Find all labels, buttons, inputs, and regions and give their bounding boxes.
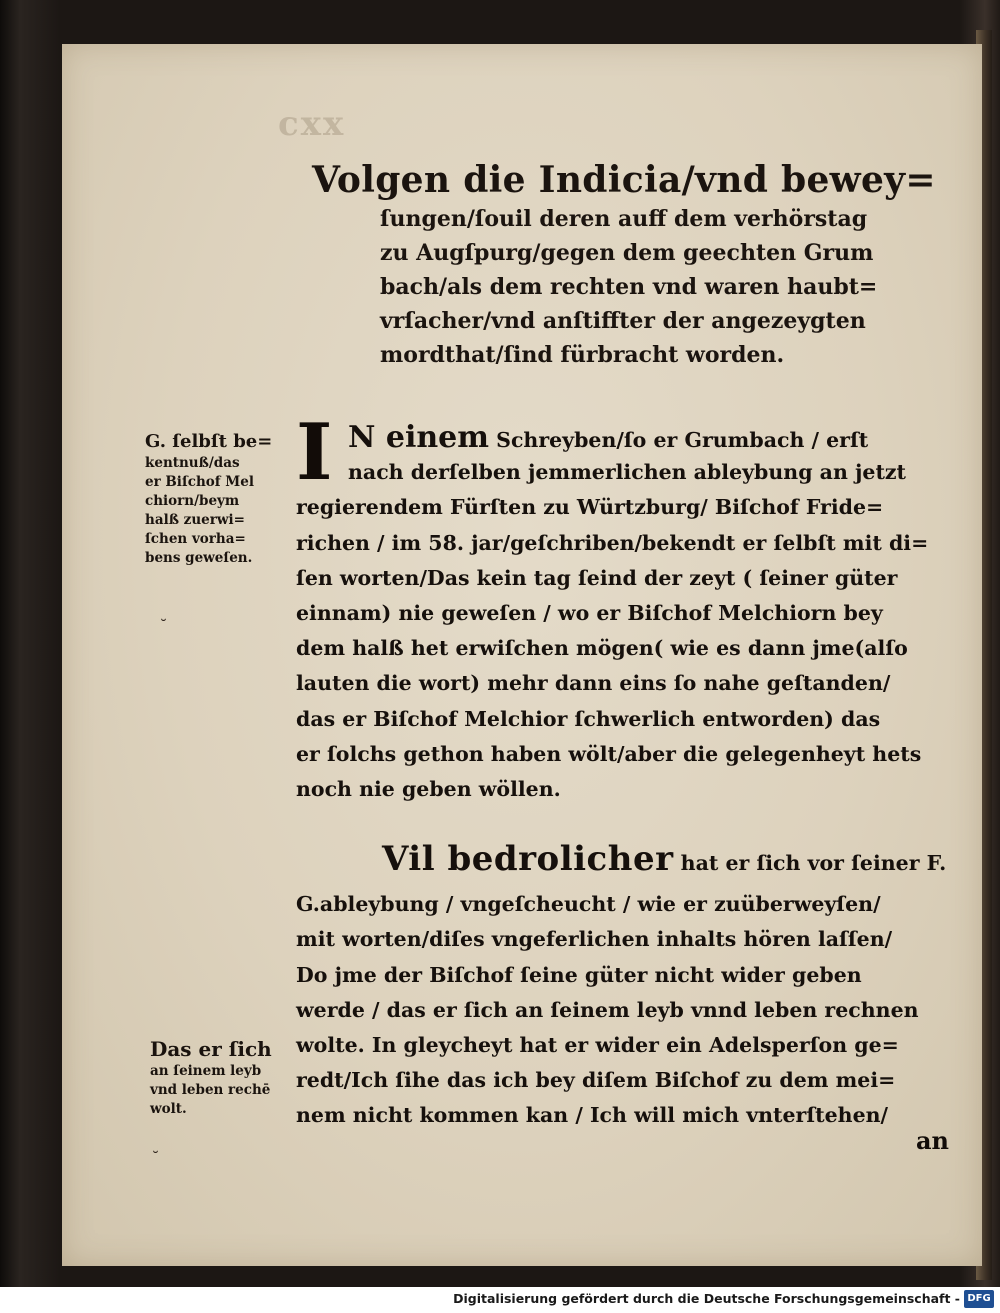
paragraph-line: nach derſelben jemmerlichen ableybung an jetzt (348, 460, 907, 485)
heading-line: zu Augſpurg/gegen dem geechten Grum (380, 240, 874, 266)
paragraph-line-text: Schreyben/ſo er Grumbach / erſt (496, 428, 869, 452)
paragraph-line: noch nie geben wöllen. (296, 776, 561, 801)
paragraph-opening-words: Vil bedrolicher (382, 839, 674, 879)
paragraph-1 (296, 420, 956, 807)
heading-line: ſungen/ſouil deren auff dem verhörstag (380, 206, 868, 232)
paragraph-line: einnam) nie geweſen / wo er Biſchof Melchiorn bey (296, 600, 883, 625)
margin-note-line: ſchen vorha= (145, 531, 246, 547)
margin-note-line: chiorn/beym (145, 493, 240, 509)
folio-number: cxx (278, 104, 346, 144)
paragraph-line: er ſolchs gethon haben wölt/aber die gelegenheyt hets (296, 741, 922, 766)
heading-line: mordthat/ſind fürbracht worden. (380, 342, 785, 368)
paragraph-2 (296, 839, 956, 1134)
margin-note-first-line: G. ſelbſt be= (145, 431, 273, 452)
heading-first-line: Volgen die Indicia/vnd bewey= (312, 159, 936, 201)
paragraph-line: dem halß het erwiſchen mögen( wie es dann jme(alſo (296, 636, 908, 661)
paragraph-line (296, 839, 956, 879)
margin-note-line: bens geweſen. (145, 550, 253, 566)
paragraph-line-text: hat er ſich vor ſeiner F. (680, 851, 947, 875)
margin-note (150, 1036, 298, 1119)
margin-note-line: vnd leben rechē (150, 1082, 271, 1098)
paragraph-line: regierendem Fürſten zu Würtzburg/ Biſchof Fride= (296, 495, 884, 520)
paragraph-opening-words: N einem (348, 420, 489, 455)
paragraph-line: G.ableybung / vngeſcheucht / wie er zuüberweyſen/ (296, 892, 881, 917)
catchword: an (916, 1126, 949, 1155)
paragraph-line: das er Biſchof Melchior ſchwerlich entworden) das (296, 706, 881, 731)
paragraph-line: ſen worten/Das kein tag ſeind der zeyt ( ſeiner güter (296, 565, 898, 590)
paragraph-line: lauten die wort) mehr dann eins ſo nahe geſtanden/ (296, 671, 891, 696)
page-heading (312, 158, 936, 372)
margin-note-first-line: Das er ſich (150, 1037, 272, 1061)
paragraph-line: werde / das er ſich an ſeinem leyb vnnd leben rechnen (296, 997, 919, 1022)
heading-line: vrſacher/vnd anſtiffter der angezeygten (380, 308, 866, 334)
drop-cap: I (296, 407, 333, 498)
heading-continuation (380, 202, 912, 372)
paragraph-line: redt/Ich ſihe das ich bey diſem Biſchof zu dem mei= (296, 1068, 896, 1093)
margin-note-line: er Biſchof Mel (145, 474, 254, 490)
paragraph-line: nem nicht kommen kan / Ich will mich vnterſtehen/ (296, 1103, 889, 1128)
paragraph-line: Do jme der Biſchof ſeine güter nicht wider geben (296, 962, 862, 987)
margin-note-line: an ſeinem leyb (150, 1063, 262, 1079)
heading-line: bach/als dem rechten vnd waren haubt= (380, 274, 878, 300)
margin-tick-mark: ˘ (152, 1150, 159, 1166)
paragraph-line: mit worten/diſes vngeferlichen inhalts hören laſſen/ (296, 927, 893, 952)
margin-note-line: wolt. (150, 1101, 187, 1117)
margin-note-line: kentnuß/das (145, 455, 240, 471)
margin-tick-mark: ˘ (160, 618, 167, 634)
paragraph-line: wolte. In gleycheyt hat er wider ein Adelsperſon ge= (296, 1032, 899, 1057)
funding-notice: Digitalisierung gefördert durch die Deutsche Forschungsgemeinschaft - (453, 1291, 960, 1306)
paragraph-line: richen / im 58. jar/geſchriben/bekendt er ſelbſt mit di= (296, 530, 929, 555)
margin-note-line: halß zuerwi= (145, 512, 245, 528)
paragraph-line (296, 420, 956, 455)
footer-bar (0, 1287, 1000, 1313)
margin-note (145, 430, 295, 568)
dfg-logo[interactable]: DFG (964, 1290, 994, 1308)
